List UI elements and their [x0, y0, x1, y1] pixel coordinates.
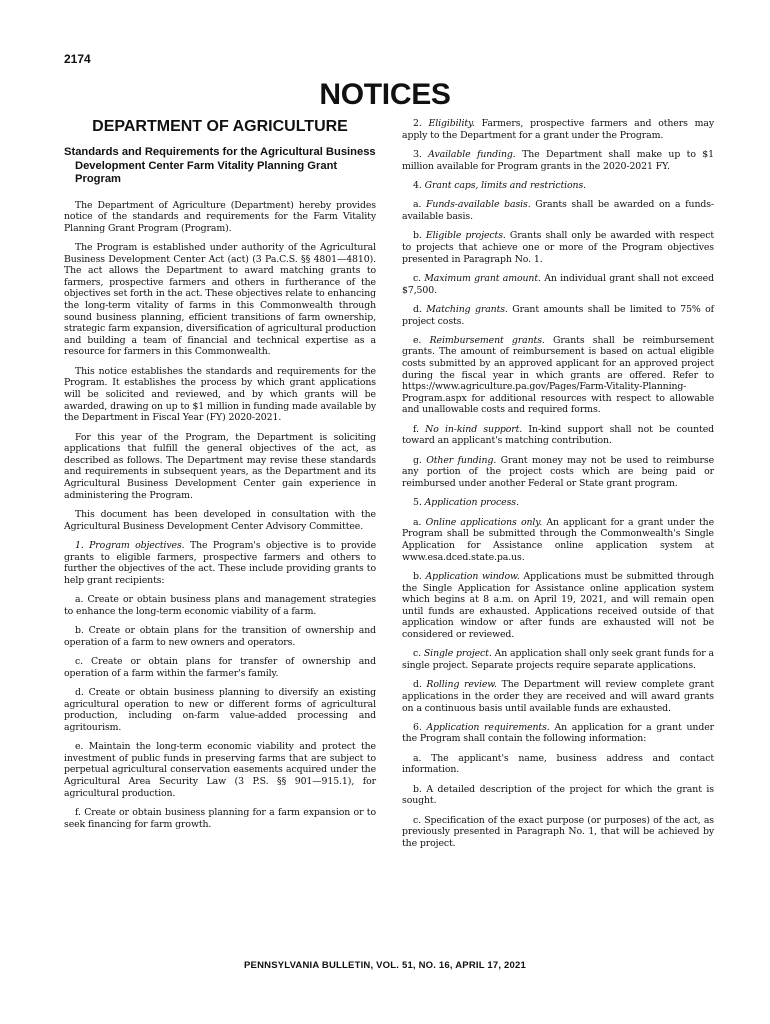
paragraph-lead: Single project.	[423, 648, 492, 660]
paragraph	[64, 242, 376, 358]
paragraph	[402, 722, 714, 745]
paragraph-lead: Application requirements.	[426, 721, 550, 733]
paragraph-text: This notice establishes the standards and requirements for the Program. It establishes the process by which grant applications will be solicited and reviewed, and by which grants will be awarded, drawing on up to $1 million in funding made available by the Department in Fiscal Year (FY) 2020-2021.	[64, 365, 376, 424]
paragraph-text: For this year of the Program, the Department is soliciting applications that fulfill the general objectives of the act, as described as follows. The Department may revise these standards and requirements in subsequent years, as the Department and its Agricultural Business Development Center gain experience in administering the Program.	[64, 431, 376, 501]
paragraph-text: f. Create or obtain business planning for a farm expansion or to seek financing for farm growth.	[64, 806, 376, 830]
paragraph	[64, 656, 376, 679]
paragraph-number: c.	[413, 272, 425, 284]
paragraph-text: Farmers, prospective farmers and others may apply to the Department for a grant under the Program.	[402, 118, 714, 141]
paragraph-lead: Rolling review.	[426, 679, 497, 691]
paragraph-text: The Department of Agriculture (Department) hereby provides notice of the standards and requirements for the Farm Vitality Planning Grant Program (Program).	[64, 199, 376, 234]
paragraph-text: a. Create or obtain business plans and management strategies to enhance the long-term economic viability of a farm.	[64, 594, 376, 617]
paragraph	[64, 625, 376, 648]
paragraph	[402, 679, 714, 714]
left-column	[64, 118, 376, 838]
paragraph-lead: Eligibility.	[428, 118, 475, 129]
paragraph	[402, 304, 714, 327]
paragraph-text: In-kind support shall not be counted toward an applicant's matching contribution.	[402, 423, 715, 447]
paragraph	[402, 517, 714, 563]
left-paragraphs	[64, 200, 376, 831]
paragraph	[402, 118, 714, 141]
paragraph	[402, 648, 714, 671]
paragraph-text: The Program's objective is to provide grants to eligible farmers, prospective farmers and others to further the objectives of the act. These include providing grants to help grant recipients:	[64, 539, 376, 586]
paragraph-lead: Other funding.	[426, 454, 497, 466]
paragraph-text: Grant money may not be used to reimburse any portion of the project costs which are being paid or reimbursed under another Federal or State grant program.	[402, 454, 714, 490]
paragraph-number: d.	[413, 679, 427, 691]
paragraph	[402, 571, 714, 641]
paragraph-lead: 1. Program objectives.	[75, 539, 185, 551]
paragraph	[64, 594, 376, 617]
paragraph-text: The Department shall make up to $1 million available for Program grants in the 2020-2021 FY.	[402, 148, 714, 172]
paragraph-text: e. Maintain the long-term economic viability and protect the investment of public funds in preserving farms that are subject to perpetual agricultural conservation easements acquired under the Agricultural Area Security Law (3 P.S. §§ 901—915.1), for agricultural production.	[64, 741, 376, 799]
paragraph-text: An application shall only seek grant funds for a single project. Separate projects require separate applications.	[402, 648, 714, 671]
paragraph-number: e.	[413, 334, 430, 346]
paragraph-text: Grants shall be reimbursement grants. The amount of reimbursement is based on actual eligible costs submitted by an approved applicant for an approved project during the fiscal year in which grants are offered. Refer to https://www.agriculture.pa.gov/Pages/Farm-Vitality-Planning-Program.aspx for additional resources with respect to allowable and unallowable costs and required forms.	[402, 334, 715, 416]
paragraph	[402, 180, 714, 192]
paragraph-lead: Reimbursement grants.	[429, 334, 545, 346]
paragraph-text: Grant amounts shall be limited to 75% of project costs.	[402, 303, 715, 327]
paragraph	[402, 753, 714, 776]
paragraph-lead: Maximum grant amount.	[424, 272, 541, 284]
paragraph-text: c. Specification of the exact purpose (or purposes) of the act, as previously presented in Paragraph No. 1, that will be achieved by the project.	[402, 814, 714, 850]
paragraph-text: An individual grant shall not exceed $7,500.	[402, 272, 714, 296]
paragraph	[402, 230, 714, 265]
paragraph-lead: Grant caps, limits and restrictions.	[424, 179, 587, 191]
paragraph-text: This document has been developed in consultation with the Agricultural Business Development Center Advisory Committee.	[64, 508, 376, 532]
paragraph-lead: Available funding.	[428, 148, 516, 160]
paragraph	[64, 807, 376, 830]
paragraph	[402, 784, 714, 807]
paragraph-lead: Eligible projects.	[425, 230, 506, 242]
paragraph-text: An application for a grant under the Program shall contain the following information:	[402, 721, 714, 745]
paragraph	[64, 687, 376, 733]
paragraph-lead: Funds-available basis.	[426, 199, 531, 211]
paragraph-text: The Program is established under authority of the Agricultural Business Development Center Act (act) (3 Pa.C.S. §§ 4801—4810). The act allows the Department to award matching grants to farmers, prospective farmers and others in furtherance of the objectives set forth in the act. These objectives relate to enhancing the long-term vitality of farms in this Commonwealth through sound business planning, efficient transitions of farm ownership, strategic farm expansion, diversification of agricultural production and building a team of financial and technical expertise as a resource for farmers in this Commonwealth.	[64, 242, 376, 358]
paragraph	[402, 455, 714, 490]
paragraph	[64, 540, 376, 586]
paragraph-text: b. Create or obtain plans for the transition of ownership and operation of a farm to new owners and operators.	[64, 625, 376, 648]
paragraph	[402, 273, 714, 296]
paragraph	[64, 432, 376, 502]
paragraph-lead: Matching grants.	[426, 303, 508, 315]
paragraph-number: 2.	[413, 118, 429, 129]
paragraph-text: b. A detailed description of the project for which the grant is sought.	[402, 783, 714, 807]
paragraph-text: c. Create or obtain plans for transfer of ownership and operation of a farm within the farmer's family.	[64, 656, 376, 679]
paragraph	[402, 815, 714, 850]
paragraph-number: f.	[413, 423, 426, 435]
paragraph	[64, 509, 376, 532]
paragraph-number: 3.	[413, 148, 429, 160]
paragraph	[402, 335, 714, 416]
paragraph-text: Grants shall be awarded on a funds-available basis.	[402, 199, 715, 222]
paragraph	[402, 424, 714, 447]
right-paragraphs	[402, 118, 714, 850]
paragraph-number: b.	[413, 570, 426, 582]
paragraph-text: d. Create or obtain business planning to diversify an existing agricultural operation to new or different forms of agricultural production, including on-farm value-added processing and agritourism.	[64, 687, 376, 733]
paragraph-number: 5.	[413, 497, 425, 509]
paragraph-text: Grants shall only be awarded with respect to projects that achieve one or more of the Program objectives presented in Paragraph No. 1.	[402, 230, 714, 265]
notice-subheading: Standards and Requirements for the Agricultural Business Development Center Farm Vitality Planning Grant Program	[64, 146, 376, 185]
paragraph-number: c.	[413, 648, 424, 660]
paragraph-lead: Application window.	[425, 570, 520, 582]
paragraph	[64, 741, 376, 799]
paragraph-number: b.	[413, 230, 426, 242]
right-column	[402, 118, 714, 857]
paragraph-lead: Application process.	[424, 497, 519, 509]
paragraph-lead: Online applications only.	[425, 516, 543, 528]
page-number: 2174	[64, 52, 91, 66]
page-footer: PENNSYLVANIA BULLETIN, VOL. 51, NO. 16, APRIL 17, 2021	[244, 960, 526, 971]
paragraph-text: The Department will review complete grant applications in the order they are received and will award grants on a continuous basis until available funds are exhausted.	[402, 679, 715, 714]
paragraph	[402, 199, 714, 222]
paragraph	[64, 200, 376, 235]
paragraph	[402, 149, 714, 172]
paragraph	[64, 366, 376, 424]
paragraph-number: a.	[413, 516, 426, 528]
department-heading: DEPARTMENT OF AGRICULTURE	[92, 118, 348, 135]
paragraph-number: g.	[413, 454, 427, 466]
paragraph-number: 6.	[413, 721, 427, 733]
paragraph-number: a.	[413, 199, 427, 211]
paragraph-lead: No in-kind support.	[425, 423, 523, 435]
paragraph-number: d.	[413, 303, 427, 315]
paragraph-text: Applications must be submitted through the Single Application for Assistance online application system which begins at 8 a.m. on April 19, 2021, and will remain open until funds are exhausted. Applications received outside of that application window or after funds are exhausted will not be considered or reviewed.	[402, 570, 715, 640]
paragraph-text: a. The applicant's name, business address and contact information.	[402, 752, 714, 776]
paragraph	[402, 497, 714, 509]
paragraph-number: 4.	[413, 179, 425, 191]
paragraph-text: An applicant for a grant under the Program shall be submitted through the Commonwealth's Single Application for Assistance online application system at www.esa.dced.state.pa.us.	[402, 516, 715, 563]
section-title: NOTICES	[319, 78, 451, 111]
